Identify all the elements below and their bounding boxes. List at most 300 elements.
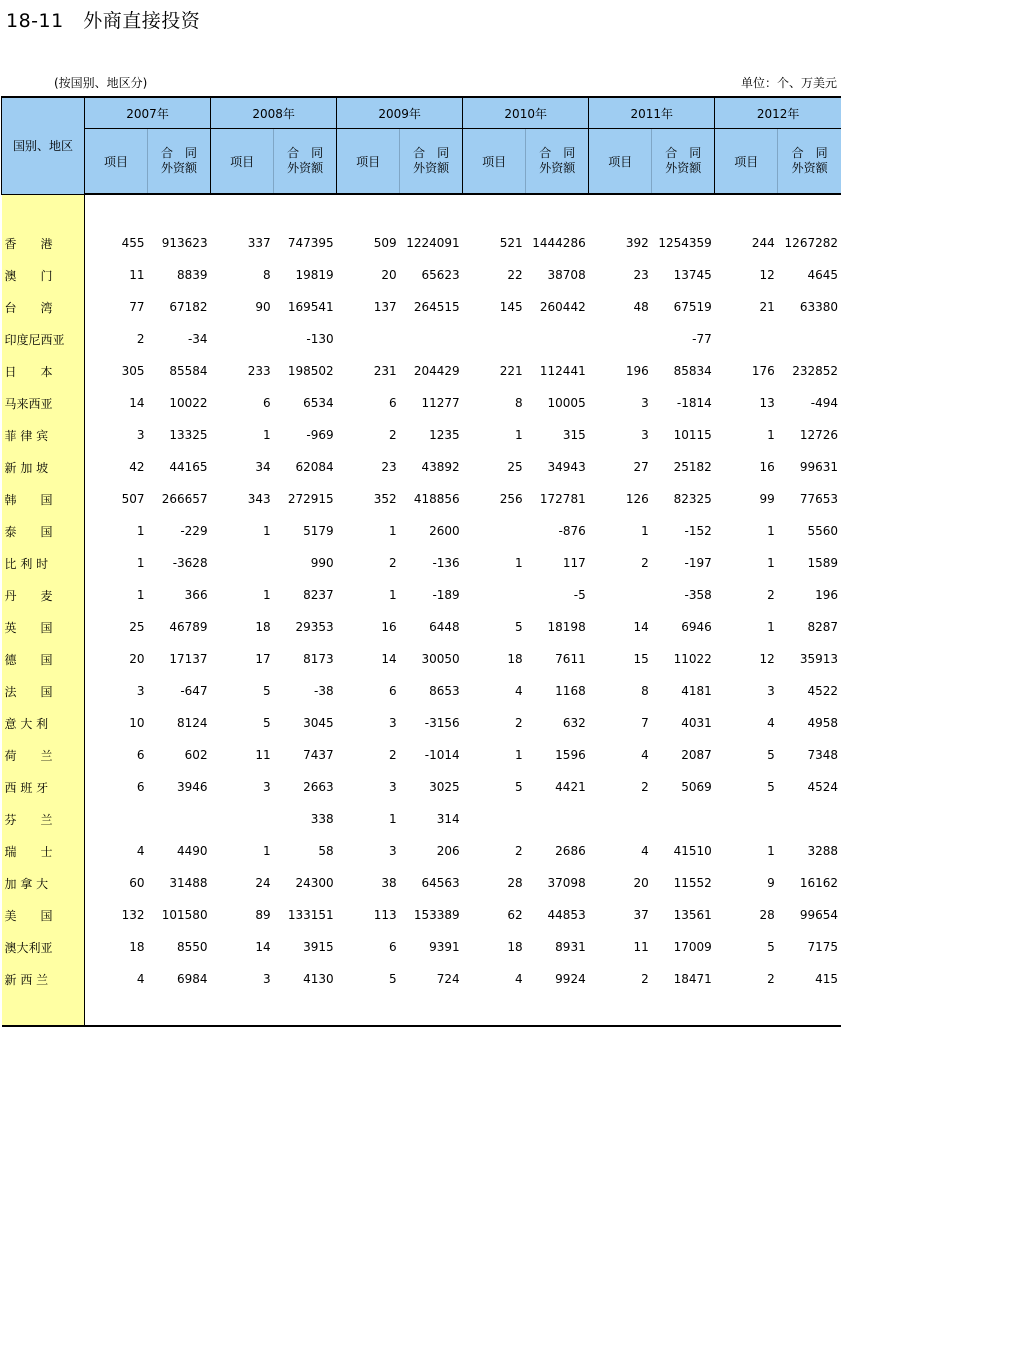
contract-amount-cell: 232852 (792, 364, 838, 378)
projects-cell: 2 (515, 716, 523, 730)
projects-cell: 1 (136, 556, 145, 570)
contract-amount-cell: 64563 (421, 876, 460, 890)
projects-cell (337, 323, 400, 355)
projects-cell: 5 (767, 780, 775, 794)
projects-cell: 231 (373, 364, 397, 378)
country-name-cell: 澳大利亚 (2, 931, 85, 963)
amount-label-line1: 合 同 (539, 146, 576, 160)
empty-cell (715, 995, 778, 1026)
contract-amount-cell: -197 (684, 556, 712, 570)
contract-amount-cell: 58 (318, 844, 334, 858)
projects-cell: 1 (641, 524, 649, 538)
contract-amount-cell: 112441 (539, 364, 586, 378)
contract-amount-cell: 12726 (799, 428, 838, 442)
contract-amount-cell: 67182 (169, 300, 208, 314)
contract-amount-cell: 3915 (303, 940, 334, 954)
contract-amount-cell: 82325 (673, 492, 712, 506)
amount-label-line1: 合 同 (161, 146, 198, 160)
projects-cell: 14 (255, 940, 271, 954)
contract-amount-cell: 10022 (169, 396, 208, 410)
contract-amount-cell: 101580 (161, 908, 208, 922)
contract-amount-cell: 747395 (287, 236, 334, 250)
projects-cell (589, 579, 652, 611)
projects-cell: 3 (262, 780, 271, 794)
contract-amount-cell: 117 (562, 556, 586, 570)
projects-cell: 22 (507, 268, 523, 282)
table-row (2, 931, 842, 963)
contract-amount-cell: 85834 (673, 364, 712, 378)
contract-amount-cell: 198502 (287, 364, 334, 378)
contract-amount-cell: 1224091 (406, 236, 460, 250)
projects-cell (211, 323, 274, 355)
projects-cell: 4 (136, 972, 145, 986)
empty-cell (337, 995, 400, 1026)
contract-amount-cell: 99654 (799, 908, 838, 922)
projects-cell: 5 (262, 716, 271, 730)
projects-cell: 1 (262, 844, 271, 858)
country-name-cell: 印度尼西亚 (2, 323, 85, 355)
amount-label-line2: 外资额 (539, 161, 576, 175)
projects-cell: 521 (499, 236, 523, 250)
projects-cell: 1 (767, 844, 775, 858)
country-name-cell: 意 大 利 (2, 707, 85, 739)
contract-amount-cell: 99631 (799, 460, 838, 474)
contract-amount-cell: 4130 (303, 972, 334, 986)
contract-amount-cell: 632 (562, 716, 586, 730)
contract-amount-cell: 266657 (161, 492, 208, 506)
projects-column-header: 项目 (211, 129, 274, 195)
empty-cell (400, 194, 463, 227)
projects-cell: 28 (759, 908, 775, 922)
empty-cell (715, 194, 778, 227)
country-name-cell: 英 国 (2, 611, 85, 643)
contract-amount-cell: 7348 (807, 748, 838, 762)
country-name-cell: 泰 国 (2, 515, 85, 547)
projects-cell: 6 (389, 684, 397, 698)
contract-amount-cell: 37098 (547, 876, 586, 890)
contract-amount-cell: 11022 (673, 652, 712, 666)
contract-amount-cell: 65623 (421, 268, 460, 282)
projects-column-header: 项目 (85, 129, 148, 195)
contract-amount-cell: 31488 (169, 876, 208, 890)
contract-amount-cell: 8287 (807, 620, 838, 634)
contract-amount-cell: 4181 (681, 684, 712, 698)
contract-amount-cell (148, 803, 211, 835)
contract-amount-cell: 602 (184, 748, 208, 762)
projects-cell: 5 (767, 940, 775, 954)
empty-cell (463, 194, 526, 227)
contract-amount-cell: 169541 (287, 300, 334, 314)
contract-amount-cell (778, 323, 841, 355)
contract-amount-column-header (652, 129, 715, 195)
projects-cell: 244 (751, 236, 775, 250)
table-row (2, 387, 842, 419)
projects-cell: 48 (633, 300, 649, 314)
projects-cell: 12 (759, 652, 775, 666)
contract-amount-cell: 3946 (177, 780, 208, 794)
empty-cell (274, 194, 337, 227)
projects-cell: 5 (389, 972, 397, 986)
contract-amount-cell: 8550 (177, 940, 208, 954)
contract-amount-cell: 10005 (547, 396, 586, 410)
country-name-cell: 韩 国 (2, 483, 85, 515)
projects-cell: 14 (633, 620, 649, 634)
projects-cell: 6 (136, 748, 145, 762)
projects-cell: 337 (247, 236, 271, 250)
contract-amount-cell: 3288 (807, 844, 838, 858)
contract-amount-cell: 35913 (799, 652, 838, 666)
projects-cell: 1 (767, 524, 775, 538)
projects-cell (715, 323, 778, 355)
contract-amount-cell: -77 (692, 332, 712, 346)
projects-cell: 1 (515, 428, 523, 442)
projects-cell: 13 (759, 396, 775, 410)
year-header-2009: 2009年 (337, 97, 463, 129)
projects-cell: 89 (255, 908, 271, 922)
contract-amount-cell: 6984 (177, 972, 208, 986)
country-name-cell: 德 国 (2, 643, 85, 675)
contract-amount-cell: 418856 (413, 492, 460, 506)
projects-cell: 6 (389, 396, 397, 410)
contract-amount-column-header (400, 129, 463, 195)
projects-cell: 6 (262, 396, 271, 410)
contract-amount-cell: 415 (815, 972, 838, 986)
projects-cell: 2 (767, 588, 775, 602)
projects-cell: 3 (389, 844, 397, 858)
projects-cell: 11 (129, 268, 145, 282)
contract-amount-cell (778, 803, 841, 835)
projects-cell: 15 (633, 652, 649, 666)
projects-cell: 23 (381, 460, 397, 474)
projects-cell: 25 (507, 460, 523, 474)
contract-amount-cell: 2686 (555, 844, 586, 858)
projects-cell: 42 (129, 460, 145, 474)
contract-amount-cell: 13325 (169, 428, 208, 442)
projects-cell: 7 (641, 716, 649, 730)
contract-amount-cell: 29353 (295, 620, 334, 634)
contract-amount-cell: 7437 (303, 748, 334, 762)
contract-amount-cell: 16162 (799, 876, 838, 890)
contract-amount-cell: 2087 (681, 748, 712, 762)
projects-cell: 8 (641, 684, 649, 698)
projects-cell: 5 (767, 748, 775, 762)
table-subtitle: (按国别、地区分) (54, 76, 148, 90)
projects-cell: 4 (515, 972, 523, 986)
table-row (2, 963, 842, 995)
projects-cell: 2 (641, 780, 649, 794)
country-name-cell: 香 港 (2, 227, 85, 259)
contract-amount-cell: 38708 (547, 268, 586, 282)
contract-amount-cell: 1254359 (658, 236, 712, 250)
projects-cell: 2 (515, 844, 523, 858)
contract-amount-cell: 133151 (287, 908, 334, 922)
projects-cell: 14 (381, 652, 397, 666)
projects-cell: 137 (373, 300, 397, 314)
projects-cell: 1 (389, 812, 397, 826)
contract-amount-cell: 44853 (547, 908, 586, 922)
projects-cell: 9 (767, 876, 775, 890)
projects-cell (589, 803, 652, 835)
contract-amount-cell: 1596 (555, 748, 586, 762)
contract-amount-cell: 314 (436, 812, 460, 826)
projects-cell: 11 (255, 748, 271, 762)
projects-cell: 6 (136, 780, 145, 794)
contract-amount-column-header (274, 129, 337, 195)
projects-cell (85, 803, 148, 835)
projects-cell: 1 (389, 588, 397, 602)
contract-amount-cell: 4958 (807, 716, 838, 730)
projects-cell: 99 (759, 492, 775, 506)
projects-cell: 352 (373, 492, 397, 506)
projects-cell: 38 (381, 876, 397, 890)
projects-cell: 343 (247, 492, 271, 506)
projects-cell: 3 (767, 684, 775, 698)
empty-cell (526, 194, 589, 227)
spacer-row (2, 194, 842, 227)
empty-cell (778, 194, 841, 227)
projects-cell (463, 323, 526, 355)
projects-cell: 4 (136, 844, 145, 858)
country-name-cell: 荷 兰 (2, 739, 85, 771)
contract-amount-cell: 8237 (303, 588, 334, 602)
amount-label-line2: 外资额 (287, 161, 324, 175)
contract-amount-cell: 6534 (303, 396, 334, 410)
year-header-row (2, 97, 842, 129)
projects-cell: 2 (389, 556, 397, 570)
projects-cell: 12 (759, 268, 775, 282)
projects-cell: 1 (767, 428, 775, 442)
table-row (2, 739, 842, 771)
projects-cell (463, 803, 526, 835)
projects-cell: 507 (121, 492, 145, 506)
projects-cell: 1 (262, 428, 271, 442)
table-row (2, 899, 842, 931)
contract-amount-cell: 3045 (303, 716, 334, 730)
contract-amount-cell (526, 803, 589, 835)
empty-cell (778, 995, 841, 1026)
contract-amount-cell: 46789 (169, 620, 208, 634)
projects-cell: 5 (262, 684, 271, 698)
projects-cell: 17 (255, 652, 271, 666)
table-row (2, 579, 842, 611)
contract-amount-cell: 5069 (681, 780, 712, 794)
contract-amount-cell: 8653 (429, 684, 460, 698)
contract-amount-cell (400, 323, 463, 355)
empty-cell (211, 995, 274, 1026)
projects-cell: 176 (751, 364, 775, 378)
projects-cell: 2 (389, 428, 397, 442)
contract-amount-cell: -189 (432, 588, 460, 602)
contract-amount-cell: 13561 (673, 908, 712, 922)
contract-amount-cell: 4645 (807, 268, 838, 282)
contract-amount-cell: 7611 (555, 652, 586, 666)
subheader-row (2, 129, 842, 195)
unit-label: 单位：个、万美元 (740, 76, 837, 90)
contract-amount-cell: 5179 (303, 524, 334, 538)
projects-cell (589, 323, 652, 355)
country-name-cell: 芬 兰 (2, 803, 85, 835)
contract-amount-cell: 8173 (303, 652, 334, 666)
country-name-cell: 菲 律 宾 (2, 419, 85, 451)
contract-amount-cell: 6448 (429, 620, 460, 634)
table-row (2, 227, 842, 259)
projects-cell: 1 (767, 620, 775, 634)
projects-cell: 10 (129, 716, 145, 730)
contract-amount-cell: 1168 (555, 684, 586, 698)
projects-column-header: 项目 (337, 129, 400, 195)
projects-cell: 6 (389, 940, 397, 954)
contract-amount-cell: 4522 (807, 684, 838, 698)
table-row (2, 547, 842, 579)
projects-cell: 392 (625, 236, 649, 250)
year-header-2012: 2012年 (715, 97, 841, 129)
projects-cell: 18 (255, 620, 271, 634)
projects-cell: 16 (759, 460, 775, 474)
country-cell-empty (2, 194, 85, 227)
amount-label-line1: 合 同 (287, 146, 324, 160)
projects-cell: 60 (129, 876, 145, 890)
contract-amount-cell: 10115 (673, 428, 712, 442)
projects-cell: 20 (633, 876, 649, 890)
contract-amount-cell: 3025 (429, 780, 460, 794)
contract-amount-cell: 11552 (673, 876, 712, 890)
country-name-cell: 新 西 兰 (2, 963, 85, 995)
country-name-cell: 比 利 时 (2, 547, 85, 579)
empty-cell (400, 995, 463, 1026)
contract-amount-cell: 18198 (547, 620, 586, 634)
contract-amount-cell: -136 (432, 556, 460, 570)
contract-amount-cell: 8839 (177, 268, 208, 282)
contract-amount-cell: 315 (562, 428, 586, 442)
contract-amount-cell: -3628 (172, 556, 208, 570)
country-name-cell: 台 湾 (2, 291, 85, 323)
empty-cell (652, 194, 715, 227)
projects-cell: 4 (515, 684, 523, 698)
projects-cell: 62 (507, 908, 523, 922)
spacer-row (2, 995, 842, 1026)
table-row (2, 675, 842, 707)
contract-amount-cell: 1235 (429, 428, 460, 442)
projects-cell: 455 (121, 236, 145, 250)
contract-amount-cell: 17009 (673, 940, 712, 954)
country-name-cell: 瑞 士 (2, 835, 85, 867)
contract-amount-cell: 43892 (421, 460, 460, 474)
projects-cell: 113 (373, 908, 397, 922)
contract-amount-cell: -1014 (424, 748, 460, 762)
projects-cell: 3 (136, 684, 145, 698)
amount-label-line1: 合 同 (665, 146, 702, 160)
contract-amount-cell: 1267282 (784, 236, 838, 250)
projects-cell: 5 (515, 620, 523, 634)
projects-cell: 20 (129, 652, 145, 666)
projects-cell: 14 (129, 396, 145, 410)
contract-amount-cell: 24300 (295, 876, 334, 890)
contract-amount-cell: 8931 (555, 940, 586, 954)
country-name-cell: 丹 麦 (2, 579, 85, 611)
contract-amount-cell: 338 (310, 812, 334, 826)
empty-cell (463, 995, 526, 1026)
projects-cell: 16 (381, 620, 397, 634)
projects-cell: 1 (136, 588, 145, 602)
table-row (2, 323, 842, 355)
country-name-cell: 澳 门 (2, 259, 85, 291)
contract-amount-cell: 5560 (807, 524, 838, 538)
projects-cell: 233 (247, 364, 271, 378)
projects-cell (463, 515, 526, 547)
projects-cell: 20 (381, 268, 397, 282)
contract-amount-cell: 4490 (177, 844, 208, 858)
projects-cell: 8 (515, 396, 523, 410)
contract-amount-cell: -229 (180, 524, 208, 538)
projects-cell: 90 (255, 300, 271, 314)
contract-amount-cell: 8124 (177, 716, 208, 730)
contract-amount-cell: 4031 (681, 716, 712, 730)
projects-cell: 1 (515, 748, 523, 762)
projects-cell: 2 (641, 556, 649, 570)
contract-amount-column-header (526, 129, 589, 195)
table-row (2, 291, 842, 323)
projects-column-header: 项目 (463, 129, 526, 195)
contract-amount-cell: 990 (310, 556, 334, 570)
table-row (2, 515, 842, 547)
projects-column-header: 项目 (589, 129, 652, 195)
projects-cell: 34 (255, 460, 271, 474)
amount-label-line1: 合 同 (791, 146, 828, 160)
contract-amount-cell: 77653 (799, 492, 838, 506)
contract-amount-cell: 366 (184, 588, 208, 602)
amount-label-line1: 合 同 (413, 146, 450, 160)
projects-cell: 3 (641, 428, 649, 442)
projects-cell: 126 (625, 492, 649, 506)
projects-cell: 145 (499, 300, 523, 314)
table-header (2, 97, 842, 194)
table-row (2, 771, 842, 803)
contract-amount-cell: 67519 (673, 300, 712, 314)
projects-column-header: 项目 (715, 129, 778, 195)
contract-amount-cell: 153389 (413, 908, 460, 922)
contract-amount-column-header (778, 129, 841, 195)
projects-cell: 305 (121, 364, 145, 378)
country-name-cell: 法 国 (2, 675, 85, 707)
table-row (2, 259, 842, 291)
projects-cell: 1 (767, 556, 775, 570)
contract-amount-cell: 62084 (295, 460, 334, 474)
contract-amount-cell: 30050 (421, 652, 460, 666)
empty-cell (589, 194, 652, 227)
table-row (2, 419, 842, 451)
projects-cell: 37 (633, 908, 649, 922)
contract-amount-cell: -647 (180, 684, 208, 698)
contract-amount-cell: 9924 (555, 972, 586, 986)
contract-amount-cell: -3156 (424, 716, 460, 730)
table-row (2, 707, 842, 739)
projects-cell: 2 (136, 332, 145, 346)
empty-cell (652, 995, 715, 1026)
contract-amount-cell: -876 (558, 524, 586, 538)
projects-cell: 28 (507, 876, 523, 890)
page-title: 18-11 外商直接投资 (6, 10, 201, 32)
table-row (2, 611, 842, 643)
projects-cell (211, 547, 274, 579)
projects-cell: 5 (515, 780, 523, 794)
year-header-2010: 2010年 (463, 97, 589, 129)
table-body (2, 194, 842, 1026)
table-row (2, 483, 842, 515)
contract-amount-cell: 724 (436, 972, 460, 986)
amount-label-line2: 外资额 (161, 161, 198, 175)
contract-amount-cell: 1589 (807, 556, 838, 570)
projects-cell (715, 803, 778, 835)
